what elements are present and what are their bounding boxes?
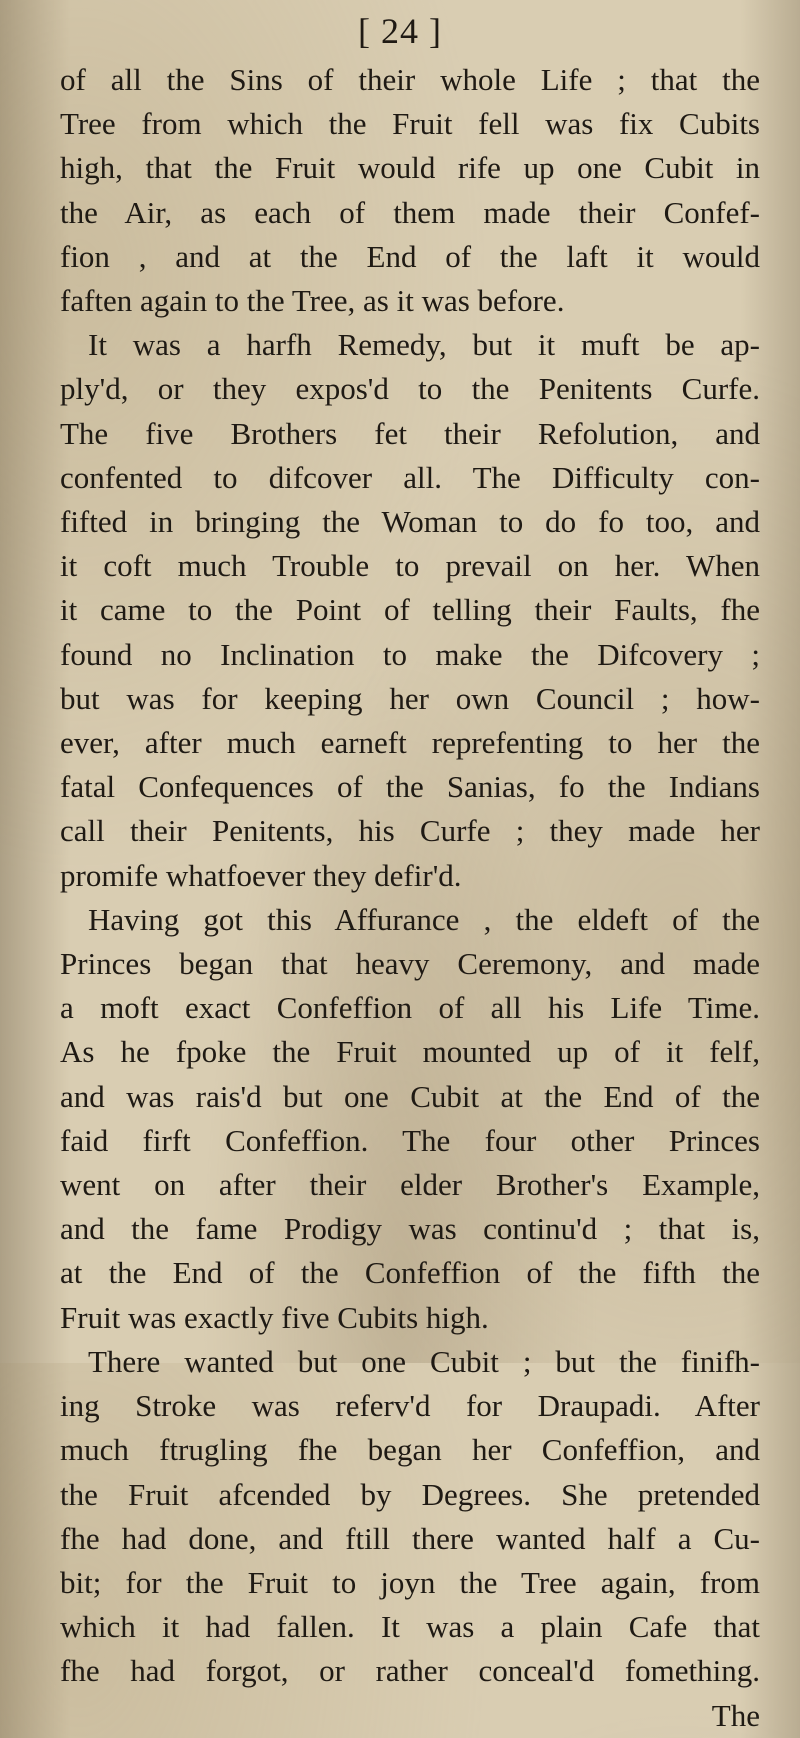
body-text (60, 58, 760, 1738)
text-line: the Fruit afcended by Degrees. She pretended (60, 1476, 760, 1512)
text-line: a moft exact Confeffion of all his Life Time. (60, 990, 760, 1026)
text-line: It was a harfh Remedy, but it muft be ap- (88, 327, 760, 363)
text-line: There wanted but one Cubit ; but the finifh- (88, 1343, 760, 1379)
text-line: Fruit was exactly five Cubits high. (60, 1299, 489, 1335)
text-line: but was for keeping her own Council ; how- (60, 680, 760, 716)
text-line: fion , and at the End of the laft it would (60, 238, 760, 274)
page-number: [ 24 ] (358, 11, 442, 51)
text-line: promife whatfoever they defir'd. (60, 857, 462, 893)
text-line: went on after their elder Brother's Example, (60, 1167, 760, 1203)
text-line: As he fpoke the Fruit mounted up of it felf, (60, 1034, 760, 1070)
text-line: high, that the Fruit would rife up one Cubit in (60, 150, 760, 186)
text-line: Tree from which the Fruit fell was fix Cubits (60, 106, 760, 142)
text-line: fifted in bringing the Woman to do fo too, and (60, 504, 760, 540)
text-line: Having got this Affurance , the eldeft of the (88, 901, 760, 937)
text-line: and was rais'd but one Cubit at the End of the (60, 1078, 760, 1114)
text-line: and the fame Prodigy was continu'd ; that is, (60, 1211, 760, 1247)
text-line: Princes began that heavy Ceremony, and made (60, 946, 760, 982)
text-line: call their Penitents, his Curfe ; they made her (60, 813, 760, 849)
text-line: much ftrugling fhe began her Confeffion, and (60, 1432, 760, 1468)
text-line: The five Brothers fet their Refolution, and (60, 415, 760, 451)
text-line: ing Stroke was referv'd for Draupadi. After (60, 1388, 760, 1424)
text-line: fhe had done, and ftill there wanted half a Cu- (60, 1520, 760, 1556)
text-line: found no Inclination to make the Difcovery ; (60, 636, 760, 672)
text-line: faid firft Confeffion. The four other Princes (60, 1122, 760, 1158)
text-line: fatal Confequences of the Sanias, fo the Indians (60, 769, 760, 805)
text-line: it coft much Trouble to prevail on her. When (60, 548, 760, 584)
text-line: which it had fallen. It was a plain Cafe that (60, 1609, 760, 1645)
text-line: of all the Sins of their whole Life ; that the (60, 62, 760, 97)
text-line: confented to difcover all. The Difficulty con- (60, 459, 760, 495)
text-line: the Air, as each of them made their Confef- (60, 194, 760, 230)
text-line: faften again to the Tree, as it was before. (60, 283, 565, 319)
text-line: bit; for the Fruit to joyn the Tree again, from (60, 1564, 760, 1600)
text-line: at the End of the Confeffion of the fifth the (60, 1255, 760, 1291)
text-line: fhe had forgot, or rather conceal'd fomething. (60, 1653, 760, 1689)
text-line: ply'd, or they expos'd to the Penitents Curfe. (60, 371, 760, 407)
text-line: ever, after much earneft reprefenting to her the (60, 725, 760, 761)
catchword: The (711, 1697, 760, 1733)
text-line: it came to the Point of telling their Faults, fhe (60, 592, 760, 628)
